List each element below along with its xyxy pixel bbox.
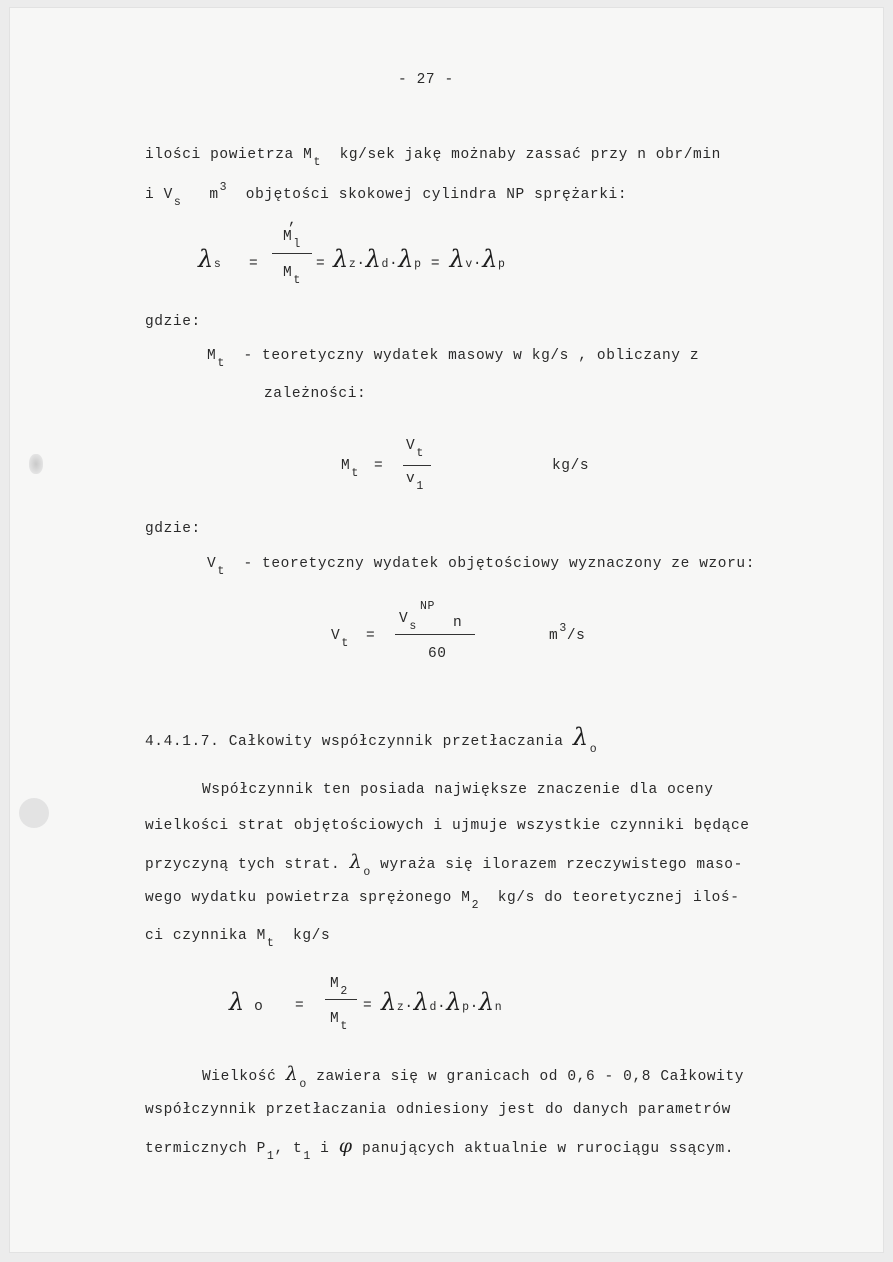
fraction-bar (395, 634, 475, 635)
page-number: - 27 - (398, 72, 454, 88)
fraction-bar (272, 253, 312, 254)
intro-line-2: i $V_s$ $m^3$ objętości skokowej cylindra NP sprężarki: (145, 181, 628, 209)
definition-vt: $V_t$ - teoretyczny wydatek objętościowy wyznaczony ze wzoru: (207, 556, 756, 578)
section-heading: 4.4.1.7. Całkowity współczynnik przetłaczania $\lambda_o$ (145, 723, 598, 756)
where-label-1: gdzie: (145, 314, 201, 330)
fraction-bar (325, 999, 357, 1000)
punch-hole (19, 798, 49, 828)
where-label-2: gdzie: (145, 521, 201, 537)
definition-mt-cont: zależności: (264, 386, 367, 402)
intro-line-1: ilości powietrza $M_t$ kg/sek jakę możnaby zassać przy n obr/min (145, 147, 721, 169)
paper-stain (29, 454, 43, 474)
fraction-bar (403, 465, 431, 466)
definition-mt: $M_t$ - teoretyczny wydatek masowy w kg/s , obliczany z (207, 348, 700, 370)
